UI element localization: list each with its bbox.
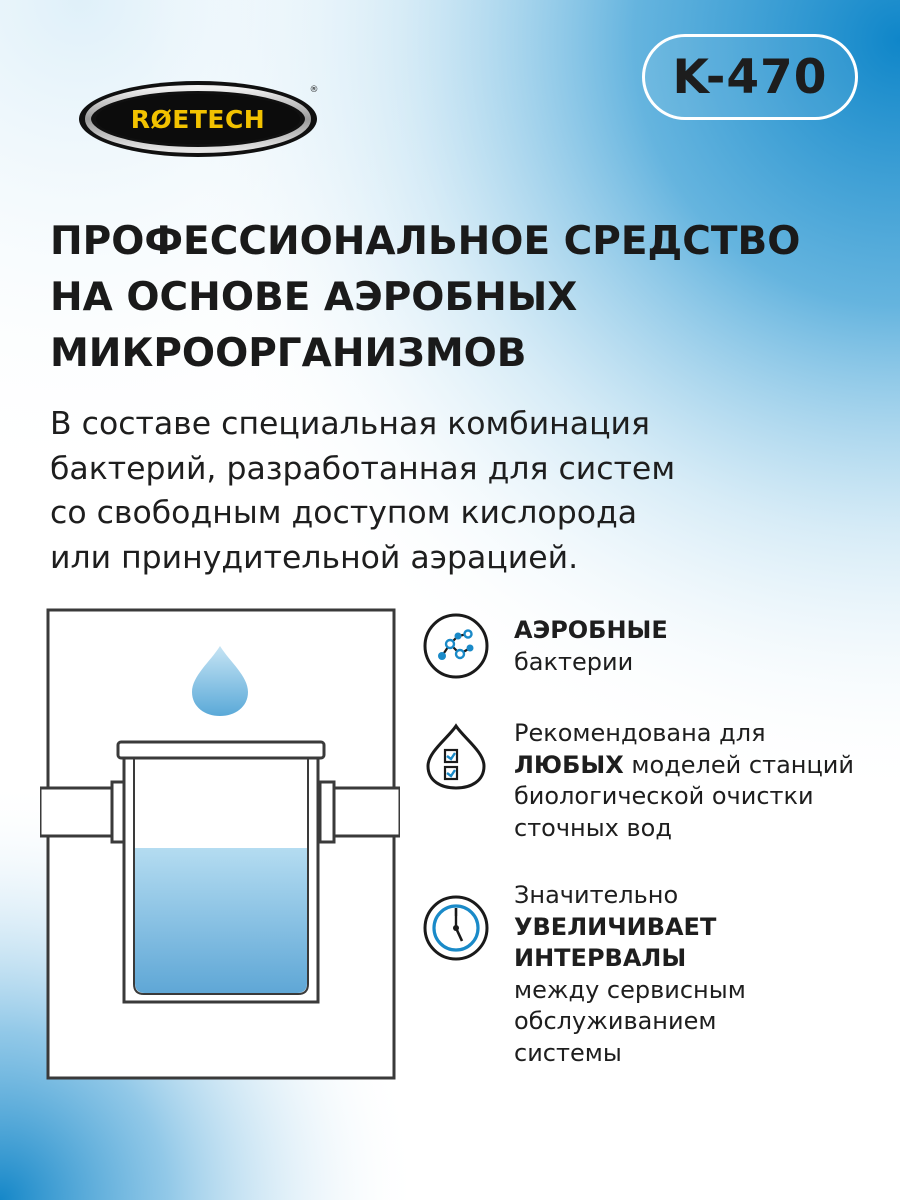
tank-lid <box>118 742 324 758</box>
logo-text: RØETECH <box>130 105 266 134</box>
description <box>50 402 870 580</box>
feature-bold: АЭРОБНЫЕ <box>514 616 668 644</box>
tank-water <box>135 848 307 993</box>
headline-line: ПРОФЕССИОНАЛЬНОЕ СРЕДСТВО <box>50 219 801 264</box>
headline-line: МИКРООРГАНИЗМОВ <box>50 331 527 376</box>
feature-line: обслуживанием <box>514 1007 717 1035</box>
feature-line: биологической очистки <box>514 782 814 810</box>
feature-line: бактерии <box>514 647 634 676</box>
feature-text <box>514 615 894 678</box>
outlet-flange <box>320 782 334 842</box>
feature-line: Рекомендована для <box>514 719 766 747</box>
septic-tank-diagram <box>40 606 400 1082</box>
feature-line-rest: моделей станций <box>623 750 854 779</box>
drop-checklist-icon <box>422 720 490 792</box>
description-line: со свободным доступом кислорода <box>50 495 638 531</box>
outlet-pipe <box>328 788 400 836</box>
feature-bold: ИНТЕРВАЛЫ <box>514 944 687 972</box>
roetech-logo <box>78 78 322 160</box>
registered-mark: ® <box>309 85 319 95</box>
feature-line: системы <box>514 1038 622 1067</box>
timer-icon <box>422 894 490 962</box>
headline-line: НА ОСНОВЕ АЭРОБНЫХ <box>50 275 578 320</box>
inlet-pipe <box>40 788 118 836</box>
bacteria-icon <box>422 612 490 680</box>
feature-text <box>514 880 894 1069</box>
feature-text <box>514 718 894 844</box>
description-line: бактерий, разработанная для систем <box>50 450 676 487</box>
description-line: или принудительной аэрацией. <box>50 539 579 576</box>
feature-line: Значительно <box>514 881 679 909</box>
feature-line <box>514 750 894 782</box>
feature-bold: УВЕЛИЧИВАЕТ <box>514 912 717 941</box>
feature-bold: ЛЮБЫХ <box>514 750 624 779</box>
headline <box>50 214 870 382</box>
description-line: В составе специальная комбинация <box>50 406 650 442</box>
feature-line: между сервисным <box>514 975 746 1004</box>
model-badge: K-470 <box>642 34 858 120</box>
feature-line: сточных вод <box>514 813 672 842</box>
